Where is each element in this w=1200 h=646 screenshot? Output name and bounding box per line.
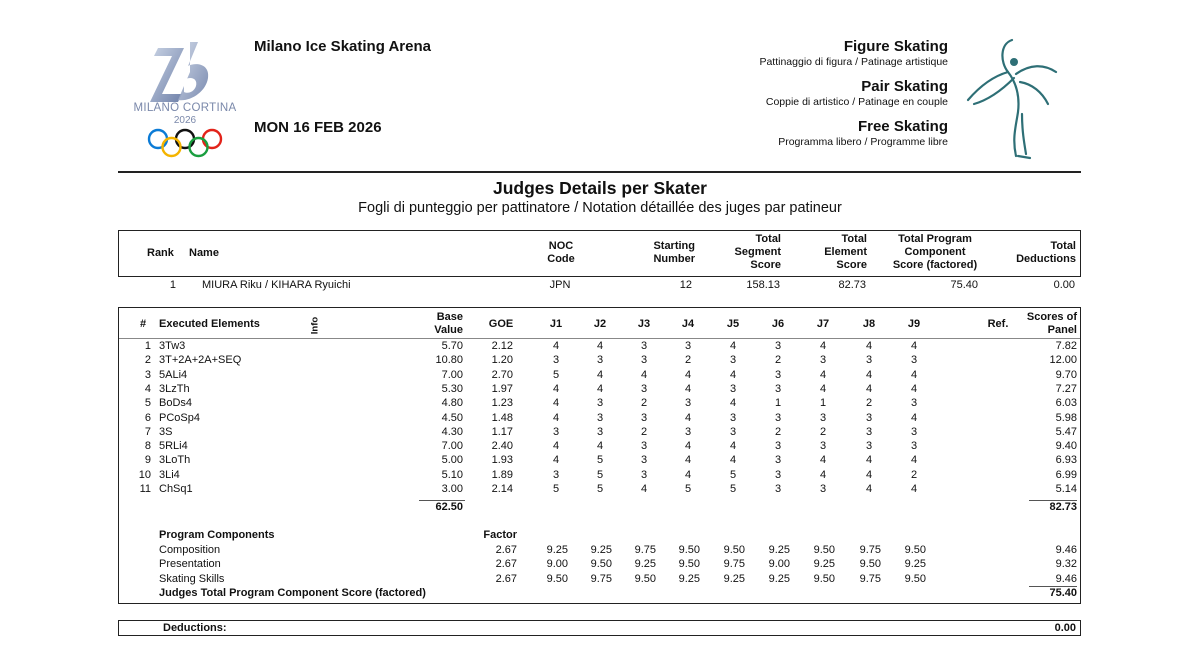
element-row [119,439,1080,453]
judge-score-7: 3 [819,483,827,495]
judge-score-5: 4 [729,368,737,381]
judge-score-5: 4 [729,397,737,410]
judge-score-7: 4 [819,468,827,481]
base-value-total: 62.50 [435,501,463,513]
element-goe: 1.48 [491,411,513,424]
judge-score-4: 4 [684,368,692,381]
element-base-value: 7.00 [441,440,463,453]
element-panel-score: 9.40 [1055,440,1077,453]
judge-score-9: 4 [910,368,918,381]
component-judge-score-1: 9.50 [546,572,568,585]
element-name: BoDs4 [159,397,193,410]
judge-score-2: 3 [596,354,604,367]
total-pcs-value: 75.40 [950,279,978,291]
element-panel-score: 7.82 [1055,340,1077,352]
judge-score-9: 3 [910,440,918,453]
judge-score-1: 4 [552,411,560,424]
judge-score-6: 3 [774,340,782,352]
segment-subtitle: Programma libero / Programme libre [778,136,948,148]
judge-score-7: 3 [819,411,827,424]
element-base-value: 3.00 [441,483,463,495]
judge-header-6: J6 [771,318,785,330]
element-name: 3S [159,425,173,438]
element-row [119,468,1080,482]
component-judge-score-8: 9.50 [859,558,881,571]
judge-score-6: 3 [774,382,782,395]
logo-text: MILANO CORTINA [133,102,237,114]
element-name: 3Tw3 [159,340,186,352]
segment-title: Free Skating [857,118,948,135]
component-judge-score-1: 9.00 [546,558,568,571]
element-panel-score: 5.14 [1055,483,1077,495]
element-number: 8 [144,440,151,453]
element-goe: 1.23 [491,397,513,410]
judge-score-8: 3 [865,411,873,424]
judge-score-3: 4 [640,483,648,495]
judge-score-1: 4 [552,340,560,352]
judge-score-3: 2 [640,397,648,410]
judge-header-5: J5 [726,318,740,330]
starting-number-header: Starting Number [653,240,695,265]
judge-score-7: 1 [819,397,827,410]
element-row [119,482,1080,496]
component-judge-score-2: 9.25 [590,544,612,556]
event-subtitle: Coppie di artistico / Patinage en couple [765,96,948,108]
judge-score-8: 3 [865,354,873,367]
judge-score-6: 3 [774,454,782,467]
component-judge-score-2: 9.50 [590,558,612,571]
component-judge-score-1: 9.25 [546,544,568,556]
deductions-label: Deductions: [163,622,227,634]
total-segment-score-value: 158.13 [746,279,780,291]
element-number: 5 [144,397,151,410]
component-judge-score-9: 9.50 [904,544,926,556]
judge-header-4: J4 [681,318,695,330]
judge-score-5: 5 [729,483,737,495]
judge-header-2: J2 [593,318,607,330]
element-name: 3LzTh [159,382,190,395]
element-number-header: # [140,318,147,330]
page-subtitle: Fogli di punteggio per pattinatore / Notation détaillée des juges par patineur [358,200,842,216]
element-row [119,382,1080,396]
judge-score-6: 3 [774,483,782,495]
component-panel-score: 9.46 [1055,572,1077,585]
judge-score-2: 3 [596,425,604,438]
element-base-value: 7.00 [441,368,463,381]
judge-score-3: 3 [640,382,648,395]
element-goe: 2.14 [491,483,513,495]
pcs-total: 75.40 [1049,587,1077,599]
element-goe: 1.89 [491,468,513,481]
judge-score-2: 4 [596,340,604,352]
judge-score-6: 3 [774,368,782,381]
judge-score-3: 2 [640,425,648,438]
judge-score-6: 3 [774,468,782,481]
element-number: 11 [139,483,151,495]
component-judge-score-6: 9.00 [768,558,790,571]
total-element-score-header: Total Element Score [824,233,867,271]
component-row [119,543,1080,557]
element-row [119,368,1080,382]
judge-score-6: 1 [774,397,782,410]
judge-score-3: 3 [640,468,648,481]
element-row [119,396,1080,410]
component-judge-score-2: 9.75 [590,572,612,585]
judge-score-2: 5 [596,454,604,467]
element-base-value: 5.70 [441,340,463,352]
component-name: Composition [159,544,221,556]
judge-score-9: 3 [910,354,918,367]
element-row [119,425,1080,439]
element-base-value: 10.80 [435,354,463,367]
judge-score-5: 4 [729,340,737,352]
element-name: 3LoTh [159,454,191,467]
component-judge-score-9: 9.25 [904,558,926,571]
judge-header-7: J7 [816,318,830,330]
element-base-value: 4.50 [441,411,463,424]
judge-score-9: 4 [910,382,918,395]
panel-total: 82.73 [1049,501,1077,513]
program-components-title: Program Components [159,529,275,541]
element-base-value: 5.30 [441,382,463,395]
rank-header: Rank [147,247,174,259]
judge-score-4: 3 [684,425,692,438]
judge-score-7: 3 [819,354,827,367]
judge-score-2: 3 [596,411,604,424]
component-name: Skating Skills [159,572,225,585]
judge-score-2: 5 [596,483,604,495]
component-panel-score: 9.46 [1055,544,1077,556]
element-goe: 2.12 [491,340,513,352]
component-judge-score-8: 9.75 [859,544,881,556]
judge-score-9: 4 [910,483,918,495]
judge-score-5: 3 [729,382,737,395]
judge-score-2: 4 [596,368,604,381]
judge-score-8: 3 [865,440,873,453]
judge-score-3: 3 [640,354,648,367]
judge-score-8: 4 [865,468,873,481]
judge-score-1: 5 [552,483,560,495]
element-name: 5ALi4 [159,368,188,381]
judge-score-8: 4 [865,340,873,352]
judge-score-1: 3 [552,425,560,438]
judge-score-2: 5 [596,468,604,481]
component-judge-score-7: 9.50 [813,572,835,585]
element-rows [119,339,1080,499]
component-rows [119,543,1080,587]
component-judge-score-4: 9.50 [678,558,700,571]
judge-score-8: 4 [865,483,873,495]
judge-score-9: 4 [910,454,918,467]
component-judge-score-5: 9.25 [723,572,745,585]
element-goe: 2.40 [491,440,513,453]
total-deductions-value: 0.00 [1053,279,1075,291]
noc-value: JPN [549,279,571,291]
judge-score-8: 3 [865,425,873,438]
factor-header: Factor [483,529,517,541]
starting-number-value: 12 [679,279,692,291]
judge-score-4: 4 [684,411,692,424]
pcs-total-label: Judges Total Program Component Score (factored) [159,587,426,599]
element-number: 3 [144,368,151,381]
judge-score-4: 3 [684,340,692,352]
judge-header-3: J3 [637,318,651,330]
component-judge-score-3: 9.50 [634,572,656,585]
element-name: PCoSp4 [159,411,200,424]
judge-score-7: 4 [819,454,827,467]
executed-elements-header: Executed Elements [159,318,260,330]
judge-score-7: 4 [819,382,827,395]
discipline-block [759,38,948,68]
element-name: 3Li4 [159,468,180,481]
goe-header: GOE [488,318,514,330]
judge-score-9: 2 [910,468,918,481]
elements-box [118,307,1081,604]
element-name: ChSq1 [159,483,193,495]
element-panel-score: 6.03 [1055,397,1077,410]
discipline-title: Figure Skating [843,38,948,55]
component-judge-score-7: 9.50 [813,544,835,556]
component-judge-score-6: 9.25 [768,572,790,585]
element-name: 5RLi4 [159,440,188,453]
component-judge-score-5: 9.75 [723,558,745,571]
component-judge-score-8: 9.75 [859,572,881,585]
component-name: Presentation [159,558,221,571]
judge-score-4: 4 [684,468,692,481]
judge-score-2: 3 [596,397,604,410]
judge-score-9: 4 [910,340,918,352]
element-base-value: 4.30 [441,425,463,438]
summary-header-box [118,230,1081,277]
element-panel-score: 5.98 [1055,411,1077,424]
judge-score-2: 4 [596,440,604,453]
judge-score-8: 4 [865,382,873,395]
element-panel-score: 5.47 [1055,425,1077,438]
deductions-box [118,620,1081,636]
judge-score-3: 3 [640,340,648,352]
component-judge-score-3: 9.25 [634,558,656,571]
element-row [119,339,1080,353]
logo-year: 2026 [173,115,197,126]
judge-score-6: 3 [774,411,782,424]
info-header: Info [309,316,321,335]
component-judge-score-4: 9.25 [678,572,700,585]
element-row [119,453,1080,467]
judge-score-6: 2 [774,425,782,438]
scores-of-panel-header: Scores of Panel [1026,311,1077,336]
element-number: 6 [144,411,151,424]
judge-score-9: 3 [910,397,918,410]
element-row [119,411,1080,425]
summary-row [118,277,1081,293]
skater-name: MIURA Riku / KIHARA Ryuichi [202,279,351,291]
element-goe: 1.20 [491,354,513,367]
element-name: 3T+2A+2A+SEQ [159,354,242,367]
element-number: 2 [144,354,151,367]
judge-score-8: 4 [865,454,873,467]
judge-score-3: 3 [640,411,648,424]
element-base-value: 4.80 [441,397,463,410]
judge-score-8: 4 [865,368,873,381]
element-number: 7 [144,425,151,438]
name-header: Name [189,247,219,259]
olympic-rings-icon [146,128,224,158]
header-rule [118,171,1081,173]
total-deductions-header: Total Deductions [1016,240,1076,265]
judge-score-4: 2 [684,354,692,367]
judge-score-9: 4 [910,411,918,424]
judge-score-5: 3 [729,354,737,367]
judge-score-1: 4 [552,454,560,467]
judge-score-1: 5 [552,368,560,381]
element-goe: 2.70 [491,368,513,381]
component-judge-score-9: 9.50 [904,572,926,585]
judge-header-1: J1 [549,318,563,330]
judge-score-1: 3 [552,354,560,367]
base-value-header: Base Value [434,311,463,336]
judge-score-5: 5 [729,468,737,481]
segment-block [778,118,948,148]
element-base-value: 5.00 [441,454,463,467]
page-title: Judges Details per Skater [493,178,707,198]
judge-score-1: 4 [552,382,560,395]
judge-score-4: 4 [684,454,692,467]
judge-score-3: 3 [640,454,648,467]
ref-header: Ref. [987,318,1009,330]
judge-score-7: 4 [819,368,827,381]
total-pcs-header: Total Program Component Score (factored) [892,233,978,271]
element-number: 4 [144,382,151,395]
component-factor: 2.67 [495,544,517,556]
total-element-score-value: 82.73 [838,279,866,291]
event-block [766,78,948,108]
olympic-logo [118,36,248,161]
judge-score-7: 3 [819,440,827,453]
element-row [119,353,1080,367]
judge-score-6: 3 [774,440,782,453]
element-goe: 1.97 [491,382,513,395]
judge-score-5: 3 [729,425,737,438]
noc-header: NOC Code [547,240,575,265]
venue: Milano Ice Skating Arena [254,38,431,55]
component-judge-score-7: 9.25 [813,558,835,571]
component-factor: 2.67 [495,558,517,571]
element-base-value: 5.10 [441,468,463,481]
element-number: 9 [144,454,151,467]
judge-score-8: 2 [865,397,873,410]
element-panel-score: 7.27 [1055,382,1077,395]
deductions-value: 0.00 [1054,622,1076,634]
event-title: Pair Skating [861,78,948,95]
component-judge-score-5: 9.50 [723,544,745,556]
judge-score-5: 4 [729,440,737,453]
judge-score-4: 5 [684,483,692,495]
judge-score-6: 2 [774,354,782,367]
rank-value: 1 [169,279,176,291]
judge-score-3: 4 [640,368,648,381]
judge-score-9: 3 [910,425,918,438]
judge-score-1: 4 [552,440,560,453]
judge-score-1: 4 [552,397,560,410]
component-row [119,557,1080,571]
element-goe: 1.93 [491,454,513,467]
judge-score-5: 3 [729,411,737,424]
judge-score-5: 4 [729,454,737,467]
discipline-subtitle: Pattinaggio di figura / Patinage artistique [759,56,948,68]
judge-score-7: 2 [819,425,827,438]
element-panel-score: 6.93 [1055,454,1077,467]
element-panel-score: 12.00 [1049,354,1077,367]
element-panel-score: 6.99 [1055,468,1077,481]
figure-skater-pictogram-icon [960,34,1066,166]
judge-score-7: 4 [819,340,827,352]
element-panel-score: 9.70 [1055,368,1077,381]
component-judge-score-4: 9.50 [678,544,700,556]
element-number: 1 [144,340,151,352]
component-factor: 2.67 [495,572,517,585]
component-panel-score: 9.32 [1055,558,1077,571]
judge-score-4: 4 [684,440,692,453]
judge-score-3: 3 [640,440,648,453]
component-judge-score-3: 9.75 [634,544,656,556]
element-goe: 1.17 [491,425,513,438]
judge-score-4: 4 [684,382,692,395]
total-segment-score-header: Total Segment Score [734,233,781,271]
component-row [119,572,1080,586]
judge-score-4: 3 [684,397,692,410]
judge-score-1: 3 [552,468,560,481]
judge-header-8: J8 [862,318,876,330]
element-number: 10 [138,468,151,481]
event-date: MON 16 FEB 2026 [254,119,382,136]
component-judge-score-6: 9.25 [768,544,790,556]
judge-score-2: 4 [596,382,604,395]
judge-header-9: J9 [907,318,921,330]
